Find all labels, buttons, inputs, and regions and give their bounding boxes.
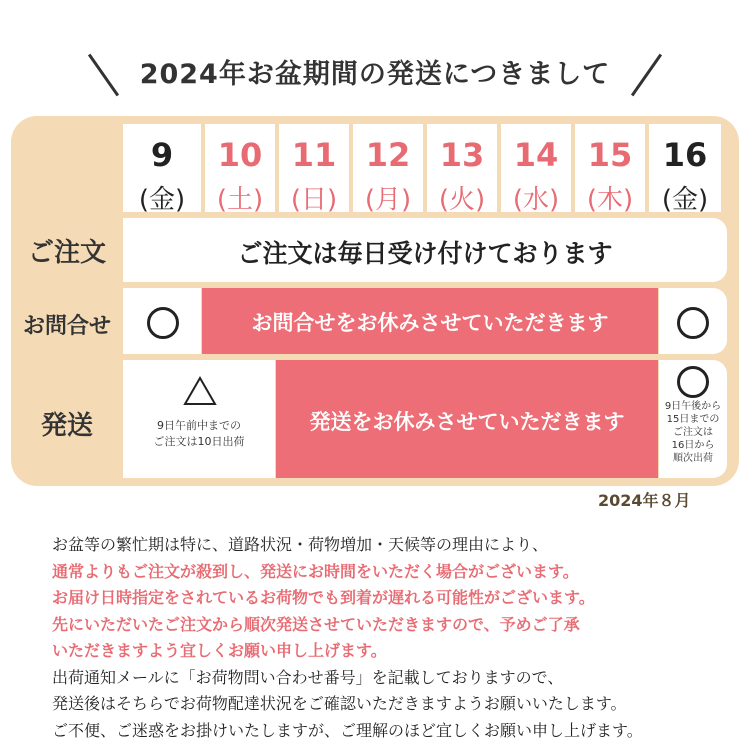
inquiry-closed-banner — [202, 288, 658, 354]
shipping-last-note — [659, 400, 727, 465]
row-label-shipping: 発送 — [40, 411, 93, 441]
notice-line-emphasis: 通常よりもご注文が殺到し、発送にお時間をいただく場合がございます。 — [52, 561, 579, 581]
notice-line-emphasis: いただきますよう宜しくお願い申し上げます。 — [52, 641, 387, 660]
day-weekday: (土) — [216, 185, 264, 215]
shipping-first-note-line: 9日午前中までの — [157, 419, 241, 432]
notice-line: 出荷通知メールに「お荷物問い合わせ番号」を記載しておりますので、 — [52, 667, 564, 687]
shipping-last-note-line: ご注文は — [673, 427, 713, 438]
inquiry-closed-text: お問合せをお休みさせていただきます — [251, 311, 609, 335]
page-title: 2024年お盆期間の発送につきまして — [139, 59, 611, 90]
day-date: 11 — [291, 136, 337, 174]
day-weekday: (木) — [586, 185, 634, 215]
notice-text — [52, 532, 722, 744]
order-text: ご注文は毎日受け付けております — [237, 239, 613, 268]
shipping-last-note-line: 16日から — [671, 440, 715, 451]
day-header-15 — [575, 124, 645, 215]
day-date: 14 — [513, 136, 559, 174]
day-date: 13 — [439, 136, 485, 174]
shipping-last-note-line: 9日午後から — [664, 401, 722, 412]
schedule-table — [11, 116, 739, 486]
shipping-first-note-line: ご注文は10日出荷 — [153, 435, 245, 448]
day-weekday: (月) — [364, 185, 412, 215]
day-header-16 — [649, 124, 721, 215]
circle-available-icon — [677, 307, 709, 339]
day-weekday: (金) — [661, 185, 709, 215]
day-date: 15 — [587, 136, 633, 174]
day-header-10 — [205, 124, 275, 215]
issue-date: 2024年８月 — [598, 491, 691, 510]
circle-available-icon — [147, 307, 179, 339]
day-header-13 — [427, 124, 497, 215]
day-date: 16 — [662, 136, 708, 174]
row-label-inquiry: お問合せ — [22, 314, 111, 339]
inquiry-cell-first — [123, 288, 201, 354]
day-header-12 — [353, 124, 423, 215]
inquiry-cell-last — [659, 288, 727, 354]
day-weekday: (火) — [438, 185, 486, 215]
circle-available-icon — [677, 366, 709, 398]
day-date: 12 — [365, 136, 411, 174]
notice-line-emphasis: お届け日時指定をされているお荷物でも到着が遅れる可能性がございます。 — [52, 588, 595, 607]
shipping-cell-first — [123, 360, 275, 478]
day-date: 9 — [150, 136, 174, 174]
notice-line-emphasis: 先にいただいたご注文から順次発送させていただきますので、予めご了承 — [52, 614, 580, 634]
row-label-order: ご注文 — [27, 238, 106, 268]
notice-line: 発送後はそちらでお荷物配達状況をご確認いただきますようお願いいたします。 — [52, 694, 627, 713]
shipping-cell-last — [659, 360, 727, 478]
day-date: 10 — [217, 136, 263, 174]
triangle-partial-icon — [183, 376, 217, 406]
day-weekday: (金) — [138, 185, 186, 215]
day-weekday: (日) — [290, 185, 338, 215]
shipping-last-note-line: 順次出荷 — [673, 453, 713, 464]
shipping-first-note — [123, 418, 275, 450]
day-header-14 — [501, 124, 571, 215]
order-row — [123, 218, 727, 282]
day-header-9 — [123, 124, 201, 215]
notice-line: ご不便、ご迷惑をお掛けいたしますが、ご理解のほど宜しくお願い申し上げます。 — [52, 720, 643, 740]
shipping-closed-banner — [276, 360, 658, 478]
notice-line: お盆等の繁忙期は特に、道路状況・荷物増加・天候等の理由により、 — [52, 535, 549, 554]
shipping-last-note-line: 15日までの — [666, 414, 720, 425]
shipping-closed-text: 発送をお休みさせていただきます — [309, 410, 625, 434]
day-weekday: (水) — [512, 185, 560, 215]
day-header-11 — [279, 124, 349, 215]
